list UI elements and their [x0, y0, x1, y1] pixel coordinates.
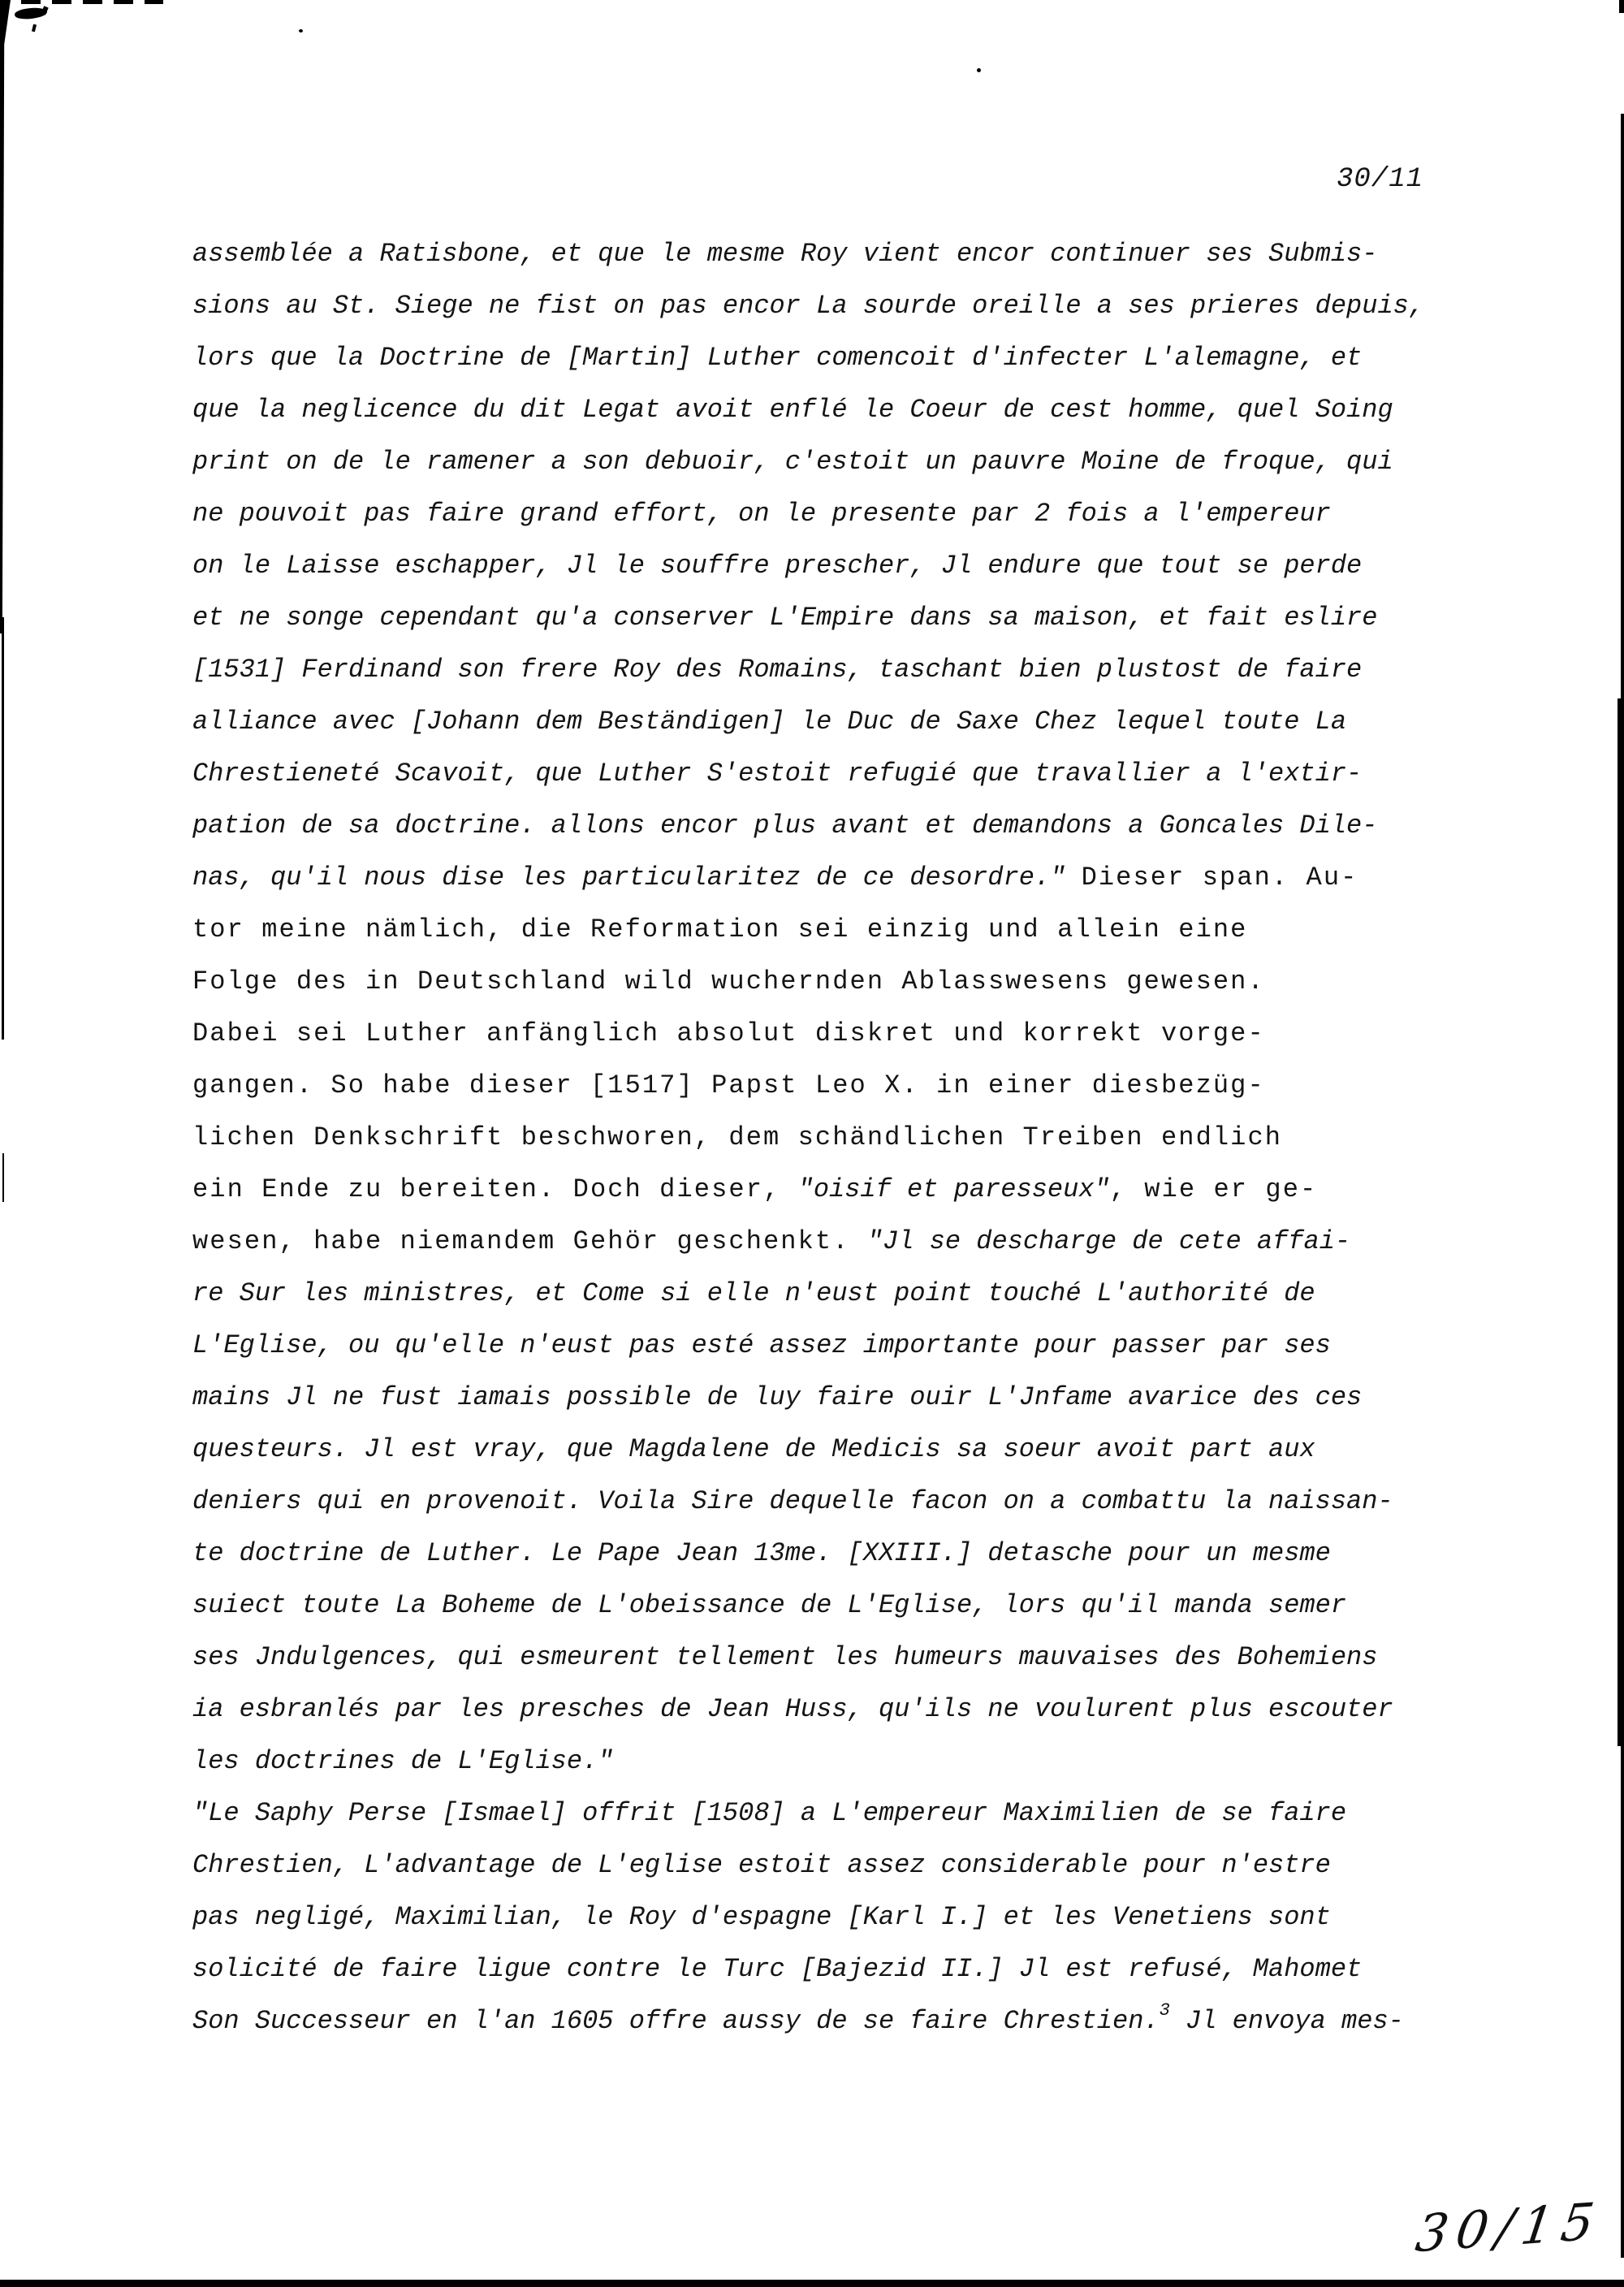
text-line — [192, 1840, 1424, 1891]
scan-artifact-left-edge — [0, 0, 11, 633]
text-segment: questeurs. Jl est vray, que Magdalene de Medicis sa soeur avoit part aux — [192, 1434, 1315, 1464]
text-segment: L'Eglise, ou qu'elle n'eust pas esté assez importante pour passer par ses — [192, 1330, 1331, 1360]
text-segment: te doctrine de Luther. Le Pape Jean 13me. [XXIII.] detasche pour un mesme — [192, 1538, 1331, 1568]
footnote-marker: 3 — [1159, 2000, 1170, 2021]
scan-artifact-top-dashes — [21, 0, 163, 4]
scan-artifact-dot — [299, 29, 303, 32]
text-line — [192, 228, 1424, 280]
text-line — [192, 540, 1424, 592]
text-line — [192, 1632, 1424, 1684]
text-segment: "Jl se descharge de cete affai- — [866, 1226, 1351, 1256]
text-line — [192, 384, 1424, 436]
text-line — [192, 1943, 1424, 1995]
text-line — [192, 1372, 1424, 1424]
scan-artifact-left-speck — [2, 1153, 4, 1202]
text-segment: on le Laisse eschapper, Jl le souffre prescher, Jl endure que tout se perde — [192, 551, 1363, 581]
document-text — [192, 228, 1424, 2047]
text-line — [192, 436, 1424, 488]
text-segment: pas negligé, Maximilian, le Roy d'espagne [Karl I.] et les Venetiens sont — [192, 1902, 1331, 1932]
text-segment: pation de sa doctrine. allons encor plus avant et demandons a Goncales Dile- — [192, 811, 1378, 841]
text-line — [192, 1788, 1424, 1840]
handwritten-page-number: 30/15 — [1412, 2190, 1606, 2264]
text-line — [192, 1216, 1424, 1268]
text-segment: alliance avec [Johann dem Beständigen] le Duc de Saxe Chez lequel toute La — [192, 707, 1347, 737]
text-line — [192, 696, 1424, 748]
text-line — [192, 748, 1424, 800]
page-number: 30/11 — [1337, 164, 1424, 195]
text-line — [192, 1112, 1424, 1164]
text-segment: suiect toute La Boheme de L'obeissance de L'Eglise, lors qu'il manda semer — [192, 1590, 1347, 1620]
text-segment: print on de le ramener a son debuoir, c'estoit un pauvre Moine de froque, qui — [192, 447, 1393, 477]
text-segment: Son Successeur en l'an 1605 offre aussy de se faire Chrestien. — [192, 2006, 1160, 2036]
text-segment: re Sur les ministres, et Come si elle n'eust point touché L'authorité de — [192, 1278, 1315, 1308]
scan-artifact-bottom-edge — [0, 2280, 1624, 2287]
text-segment: sions au St. Siege ne fist on pas encor La sourde oreille a ses prieres depuis, — [192, 291, 1425, 321]
text-segment: Jl envoya mes- — [1169, 2006, 1404, 2036]
text-line — [192, 592, 1424, 644]
text-segment: "Le Saphy Perse [Ismael] offrit [1508] a L'empereur Maximilien de se faire — [192, 1798, 1347, 1828]
text-segment: et ne songe cependant qu'a conserver L'Empire dans sa maison, et fait eslire — [192, 603, 1378, 633]
text-line — [192, 1684, 1424, 1736]
text-segment: ein Ende zu bereiten. Doch dieser, — [192, 1174, 798, 1204]
scan-artifact-dot — [977, 68, 981, 72]
text-line — [192, 1891, 1424, 1943]
text-segment: lichen Denkschrift beschworen, dem schändlichen Treiben endlich — [192, 1122, 1283, 1152]
text-line — [192, 1320, 1424, 1372]
text-line — [192, 1008, 1424, 1060]
scan-artifact-left-line — [2, 617, 4, 1040]
text-line — [192, 1164, 1424, 1216]
text-segment: tor meine nämlich, die Reformation sei einzig und allein eine — [192, 914, 1248, 945]
text-segment: [1531] Ferdinand son frere Roy des Romains, taschant bien plustost de faire — [192, 655, 1363, 685]
text-line — [192, 1736, 1424, 1788]
text-segment: wesen, habe niemandem Gehör geschenkt. — [192, 1226, 867, 1256]
text-segment: gangen. So habe dieser [1517] Papst Leo X. in einer diesbezüg- — [192, 1070, 1265, 1100]
text-segment: ses Jndulgences, qui esmeurent tellement les humeurs mauvaises des Bohemiens — [192, 1642, 1378, 1672]
text-segment: ia esbranlés par les presches de Jean Huss, qu'ils ne voulurent plus escouter — [192, 1694, 1393, 1724]
text-line — [192, 280, 1424, 332]
text-line — [192, 956, 1424, 1008]
text-segment: solicité de faire ligue contre le Turc [Bajezid II.] Jl est refusé, Mahomet — [192, 1954, 1363, 1984]
text-segment: Dabei sei Luther anfänglich absolut diskret und korrekt vorge- — [192, 1018, 1265, 1048]
text-segment: Chrestieneté Scavoit, que Luther S'estoit refugié que travallier a l'extir- — [192, 759, 1363, 789]
text-segment: "oisif et paresseux" — [797, 1174, 1110, 1204]
scan-artifact-right-edge-thick — [1618, 698, 1624, 1746]
text-line — [192, 1476, 1424, 1528]
text-line — [192, 800, 1424, 852]
text-segment: Folge des in Deutschland wild wuchernden Ablasswesens gewesen. — [192, 966, 1265, 997]
text-segment: lors que la Doctrine de [Martin] Luther comencoit d'infecter L'alemagne, et — [192, 343, 1363, 373]
text-segment: que la neglicence du dit Legat avoit enflé le Coeur de cest homme, quel Soing — [192, 395, 1393, 425]
text-line — [192, 644, 1424, 696]
text-line — [192, 1060, 1424, 1112]
scan-artifact-right-edge-top — [1619, 0, 1624, 13]
text-line — [192, 488, 1424, 540]
text-line — [192, 1580, 1424, 1632]
text-line — [192, 1424, 1424, 1476]
text-segment: les doctrines de L'Eglise." — [192, 1746, 614, 1776]
text-segment: nas, qu'il nous dise les particularitez de ce desordre." — [192, 862, 1082, 893]
text-segment: Dieser span. Au- — [1081, 862, 1358, 893]
scan-artifact-corner-tick — [41, 6, 49, 15]
text-segment: , wie er ge- — [1109, 1174, 1318, 1204]
text-line — [192, 332, 1424, 384]
text-line — [192, 1528, 1424, 1580]
text-segment: ne pouvoit pas faire grand effort, on le presente par 2 fois a l'empereur — [192, 499, 1331, 529]
text-segment: deniers qui en provenoit. Voila Sire dequelle facon on a combattu la naissan- — [192, 1486, 1393, 1516]
text-segment: mains Jl ne fust iamais possible de luy faire ouir L'Jnfame avarice des ces — [192, 1382, 1363, 1412]
text-line — [192, 1268, 1424, 1320]
text-segment: Chrestien, L'advantage de L'eglise estoit assez considerable pour n'estre — [192, 1850, 1331, 1880]
text-line — [192, 904, 1424, 956]
text-line — [192, 1995, 1424, 2047]
text-segment: assemblée a Ratisbone, et que le mesme Roy vient encor continuer ses Submis- — [192, 239, 1378, 269]
text-line — [192, 852, 1424, 904]
scan-artifact-corner-tick2 — [32, 24, 37, 32]
